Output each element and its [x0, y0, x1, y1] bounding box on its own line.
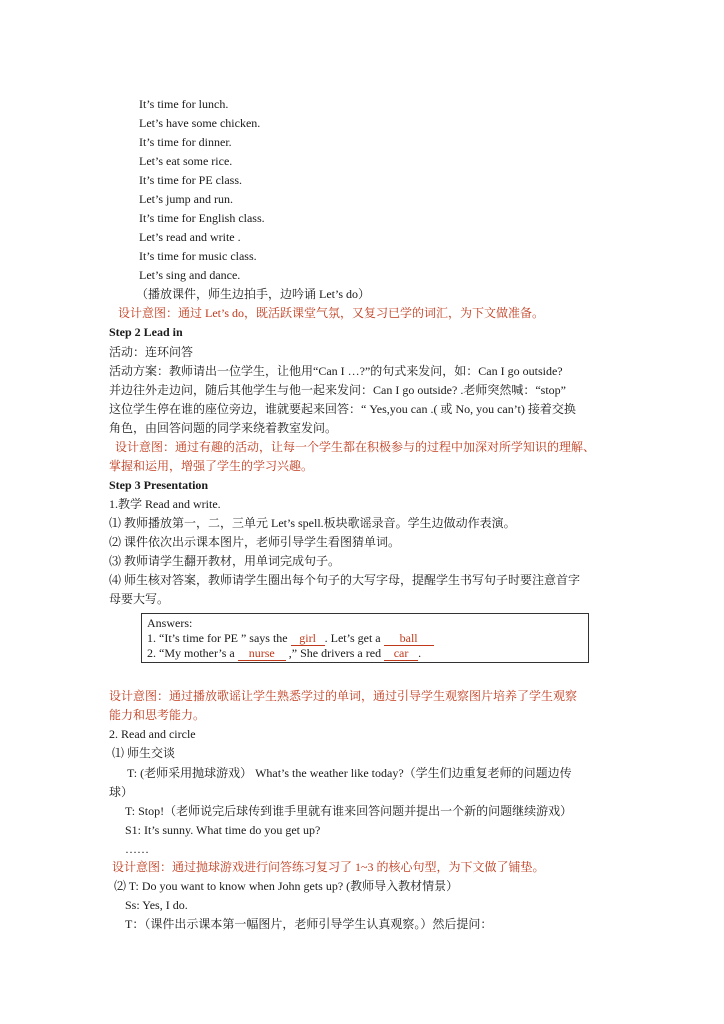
- step3-step-line: ⑷ 师生核对答案，教师请学生圈出每个句子的大写字母，提醒学生书写句子时要注意首字: [109, 573, 581, 587]
- answer-text: .: [418, 646, 422, 660]
- step3-sub1: ⑴ 师生交谈: [112, 746, 176, 760]
- step2-intent-line: 设计意图：通过有趣的活动，让每一个学生都在积极参与的过程中加深对所学知识的理解、: [115, 440, 596, 454]
- answer-text: ,” She drivers a red: [285, 646, 385, 660]
- chant-note: （播放课件，师生边拍手，边吟诵 Let’s do）: [136, 287, 370, 301]
- step3-step-line: ⑴ 教师播放第一，二，三单元 Let’s spell.板块歌谣录音。学生边做动作表演。: [109, 516, 516, 530]
- dialog-line: S1: It’s sunny. What time do you get up?: [125, 823, 321, 837]
- answer-blank: car: [384, 647, 418, 661]
- step2-activity: 活动：连环问答: [109, 345, 194, 359]
- chant-line: It’s time for dinner.: [139, 135, 232, 149]
- chant-line: Let’s eat some rice.: [139, 154, 233, 168]
- dialog-line: Ss: Yes, I do.: [125, 898, 188, 912]
- step3-step-line: ⑶ 教师请学生翻开教材，用单词完成句子。: [109, 554, 341, 568]
- step2-intent-line: 掌握和运用，增强了学生的学习兴趣。: [109, 459, 314, 473]
- step2-plan-line: 活动方案：教师请出一位学生，让他用“Can I …?”的句式来发问，如：Can I go outside?: [109, 364, 563, 378]
- step3-heading: Step 3 Presentation: [109, 478, 209, 492]
- chant-line: Let’s read and write .: [139, 230, 241, 244]
- answer-blank: nurse: [238, 647, 286, 661]
- dialog-line: T: (老师采用抛球游戏） What’s the weather like today?（学生们边重复老师的问题边传: [127, 766, 572, 780]
- answer-text: 1. “It’s time for PE ” says the: [147, 631, 291, 645]
- step3-intent-line: 设计意图：通过播放歌谣让学生熟悉学过的单词，通过引导学生观察图片培养了学生观察: [109, 689, 578, 703]
- design-intent-3: 设计意图：通过抛球游戏进行问答练习复习了 1~3 的核心句型，为下文做了铺垫。: [112, 860, 545, 874]
- step3-step-line: 母要大写。: [109, 592, 170, 606]
- dialog-line: T: Stop!（老师说完后球传到谁手里就有谁来回答问题并提出一个新的问题继续游戏）: [125, 804, 573, 818]
- step3-item1: 1.教学 Read and write.: [109, 497, 221, 511]
- dialog-line: 球）: [109, 785, 134, 799]
- step2-plan-line: 并边往外走边问，随后其他学生与他一起来发问：Can I go outside? .老师突然喊：“stop”: [109, 383, 566, 397]
- answer-sentence-2: [147, 645, 421, 661]
- answer-text: . Let’s get a: [324, 631, 384, 645]
- step3-intent-line: 能力和思考能力。: [109, 708, 206, 722]
- chant-line: It’s time for lunch.: [139, 97, 229, 111]
- step3-sub2: ⑵ T: Do you want to know when John gets up? (教师导入教材情景）: [114, 879, 459, 893]
- answer-blank: ball: [384, 632, 434, 646]
- chant-line: Let’s jump and run.: [139, 192, 233, 206]
- answer-sentence-1: [147, 630, 434, 646]
- answer-blank: girl: [291, 632, 325, 646]
- chant-line: Let’s sing and dance.: [139, 268, 241, 282]
- step3-item2: 2. Read and circle: [109, 727, 196, 741]
- answers-label: Answers:: [147, 616, 193, 630]
- chant-line: Let’s have some chicken.: [139, 116, 261, 130]
- dialog-line: T：（课件出示课本第一幅图片，老师引导学生认真观察。）然后提问：: [125, 917, 493, 931]
- step2-plan-line: 这位学生停在谁的座位旁边，谁就要起来回答：“ Yes,you can .( 或 No, you can’t) 接着交换: [109, 402, 576, 416]
- chant-line: It’s time for music class.: [139, 249, 257, 263]
- step2-plan-line: 角色，由回答问题的同学来绕着教室发问。: [109, 421, 338, 435]
- chant-line: It’s time for PE class.: [139, 173, 242, 187]
- answer-text: 2. “My mother’s a: [147, 646, 238, 660]
- step3-step-line: ⑵ 课件依次出示课本图片，老师引导学生看图猜单词。: [109, 535, 401, 549]
- design-intent-1: 设计意图：通过 Let’s do，既活跃课堂气氛，又复习已学的词汇，为下文做准备。: [118, 306, 544, 320]
- dialog-line: ……: [125, 842, 149, 856]
- step2-heading: Step 2 Lead in: [109, 325, 183, 339]
- chant-line: It’s time for English class.: [139, 211, 265, 225]
